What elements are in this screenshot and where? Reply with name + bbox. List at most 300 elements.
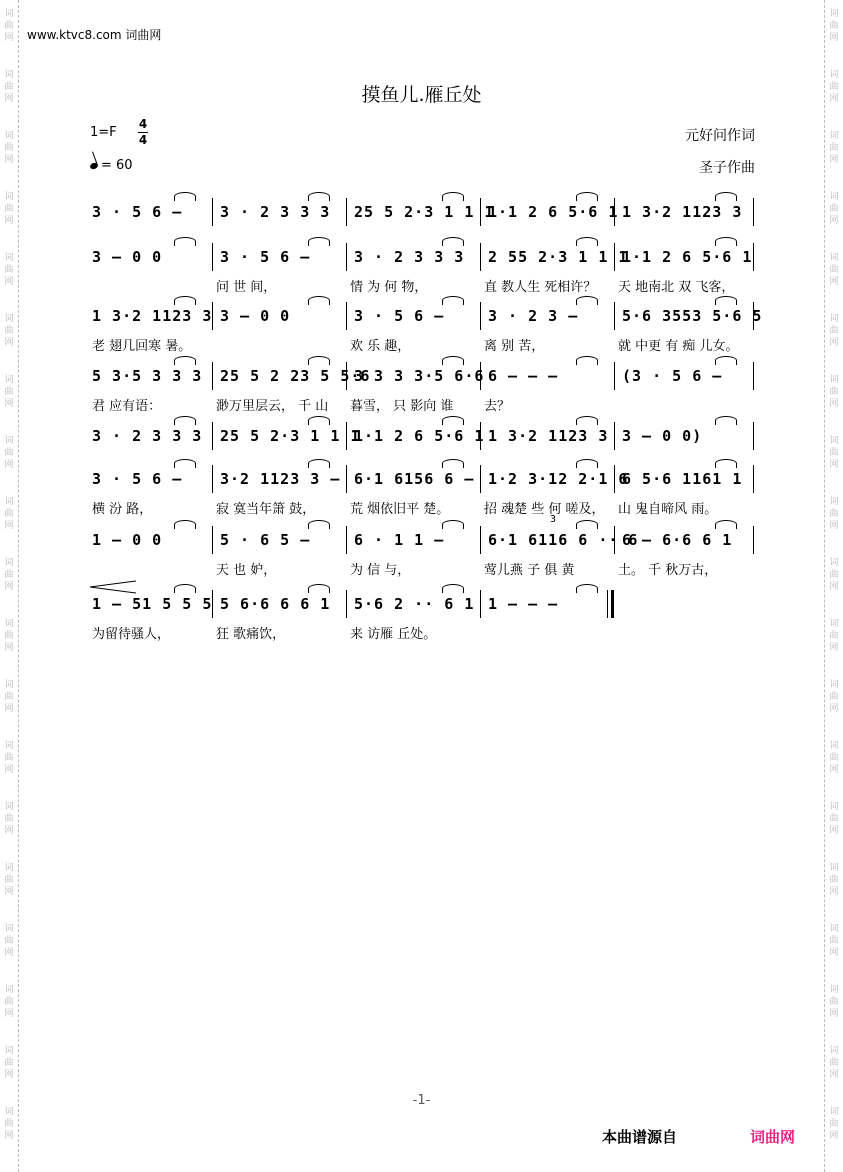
measure: 1·2 3·12 2·1 6 <box>488 470 629 488</box>
measure: 3 · 2 3 3 3 <box>354 248 465 266</box>
watermark-char: 词 <box>829 985 839 995</box>
watermark-char: 词 <box>4 619 14 629</box>
measure: 3 · 5 6 – <box>220 248 311 266</box>
watermark-char: 网 <box>829 582 839 592</box>
watermark-char: 曲 <box>4 875 14 885</box>
slur <box>442 192 464 201</box>
watermark-char: 曲 <box>4 997 14 1007</box>
watermark-char: 曲 <box>4 265 14 275</box>
watermark-char: 词 <box>829 131 839 141</box>
slur <box>576 356 598 365</box>
right-watermark-strip <box>824 0 843 1172</box>
barline <box>212 362 213 390</box>
slur <box>715 237 737 246</box>
slur <box>174 237 196 246</box>
site-url[interactable]: www.ktvc8.com 词曲网 <box>27 28 162 42</box>
watermark-char: 词 <box>4 802 14 812</box>
slur <box>715 356 737 365</box>
time-signature-bottom: 4 <box>138 133 148 147</box>
measure: 1 3·2 1123 3 <box>92 307 213 325</box>
barline <box>212 302 213 330</box>
watermark-char: 网 <box>4 277 14 287</box>
barline <box>753 243 754 271</box>
watermark-char: 词 <box>4 924 14 934</box>
watermark-glyph <box>2 252 16 288</box>
measure: 1 3·2 1123 3 <box>488 427 609 445</box>
barline <box>212 422 213 450</box>
watermark-glyph <box>827 679 841 715</box>
lyric-text: 就 中更 有 痴 儿女。 <box>618 339 739 354</box>
tempo-value: = 60 <box>101 158 133 173</box>
score-system <box>88 590 753 620</box>
watermark-glyph <box>2 618 16 654</box>
watermark-glyph <box>827 557 841 593</box>
measure: 6·1 6116 6 ·· 6 <box>488 531 639 549</box>
watermark-char: 词 <box>829 863 839 873</box>
measure: 5 3·5 3 3 3 <box>92 367 203 385</box>
watermark-char: 曲 <box>4 631 14 641</box>
watermark-char: 网 <box>829 765 839 775</box>
watermark-char: 网 <box>829 460 839 470</box>
watermark-char: 曲 <box>4 204 14 214</box>
watermark-char: 网 <box>4 338 14 348</box>
slur <box>442 237 464 246</box>
measure: 3 · 5 6 – <box>92 203 183 221</box>
watermark-char: 曲 <box>829 692 839 702</box>
lyric-text: 寂 寞当年箫 鼓， <box>216 502 316 517</box>
slur <box>174 296 196 305</box>
watermark-glyph <box>827 1106 841 1142</box>
measure: 5 · 6 5 – <box>220 531 311 549</box>
measure: 5·6 3553 5·6 5 <box>622 307 763 325</box>
watermark-char: 词 <box>4 1046 14 1056</box>
slur <box>308 356 330 365</box>
measure: 3 · 2 3 3 3 <box>92 427 203 445</box>
score-system <box>88 465 753 495</box>
watermark-char: 词 <box>4 497 14 507</box>
watermark-glyph <box>827 374 841 410</box>
slur <box>442 356 464 365</box>
measure: 5·6 2 ·· 6 1 <box>354 595 475 613</box>
watermark-char: 曲 <box>4 570 14 580</box>
watermark-glyph <box>2 862 16 898</box>
watermark-glyph <box>2 1106 16 1142</box>
measure: 5 6·6 6 6 1 <box>220 595 331 613</box>
barline <box>212 465 213 493</box>
slur <box>576 520 598 529</box>
score-system <box>88 422 753 452</box>
lyric-text: 直 教人生 死相许？ <box>484 280 597 295</box>
barline <box>480 526 481 554</box>
watermark-char: 曲 <box>829 82 839 92</box>
watermark-char: 词 <box>4 314 14 324</box>
watermark-char: 曲 <box>829 204 839 214</box>
barline <box>480 590 481 618</box>
watermark-glyph <box>2 740 16 776</box>
lyric-line <box>88 395 753 413</box>
barline <box>614 302 615 330</box>
measure: 6 – 6·6 6 1 <box>622 531 733 549</box>
watermark-glyph <box>2 923 16 959</box>
measure: 1 – – – <box>488 595 559 613</box>
watermark-char: 网 <box>829 1131 839 1141</box>
barline <box>346 198 347 226</box>
watermark-char: 词 <box>4 558 14 568</box>
watermark-char: 网 <box>4 1009 14 1019</box>
watermark-char: 网 <box>829 704 839 714</box>
slur <box>174 192 196 201</box>
watermark-char: 网 <box>829 887 839 897</box>
barline <box>753 198 754 226</box>
measure: 1 – 0 0 <box>92 531 163 549</box>
watermark-char: 曲 <box>829 21 839 31</box>
watermark-char: 网 <box>829 399 839 409</box>
watermark-char: 网 <box>829 155 839 165</box>
measure: 3 – 0 0 <box>92 248 163 266</box>
watermark-glyph <box>2 801 16 837</box>
lyric-line <box>88 276 753 294</box>
slur <box>308 520 330 529</box>
watermark-char: 曲 <box>829 1119 839 1129</box>
watermark-char: 网 <box>829 277 839 287</box>
slur <box>174 584 196 593</box>
watermark-char: 曲 <box>829 143 839 153</box>
watermark-char: 词 <box>4 9 14 19</box>
watermark-glyph <box>2 8 16 44</box>
lyric-text: 横 汾 路， <box>92 502 153 517</box>
watermark-char: 词 <box>829 680 839 690</box>
watermark-char: 曲 <box>829 265 839 275</box>
lyric-text: 来 访雁 丘处。 <box>350 627 437 642</box>
barline <box>753 465 754 493</box>
score-system <box>88 302 763 332</box>
watermark-char: 词 <box>829 558 839 568</box>
slur <box>715 416 737 425</box>
watermark-char: 网 <box>4 643 14 653</box>
measure: 1·1 2 6 5·6 1 <box>622 248 753 266</box>
measure: 3 · 5 6 – <box>92 470 183 488</box>
lyricist-credit: 元好问作词 <box>685 128 755 144</box>
watermark-char: 曲 <box>829 631 839 641</box>
watermark-char: 曲 <box>4 448 14 458</box>
watermark-char: 词 <box>829 9 839 19</box>
watermark-char: 网 <box>4 826 14 836</box>
watermark-char: 网 <box>4 887 14 897</box>
measure: 25 5 2·3 1 1 1 <box>220 427 361 445</box>
watermark-char: 网 <box>829 1070 839 1080</box>
watermark-char: 曲 <box>829 753 839 763</box>
key-signature: 1=F <box>90 125 117 140</box>
watermark-char: 网 <box>4 399 14 409</box>
watermark-char: 曲 <box>4 21 14 31</box>
watermark-char: 曲 <box>4 82 14 92</box>
watermark-char: 曲 <box>829 570 839 580</box>
watermark-char: 曲 <box>4 143 14 153</box>
lyric-text: 欢 乐 趣， <box>350 339 411 354</box>
measure: 2 55 2·3 1 1 1 <box>488 248 629 266</box>
watermark-char: 网 <box>4 1131 14 1141</box>
page-number: -1- <box>412 1093 431 1108</box>
watermark-char: 网 <box>4 460 14 470</box>
watermark-char: 词 <box>829 375 839 385</box>
measure: 3 · 2 3 3 3 <box>220 203 331 221</box>
watermark-char: 词 <box>4 863 14 873</box>
watermark-char: 曲 <box>829 936 839 946</box>
slur <box>442 584 464 593</box>
watermark-char: 网 <box>4 582 14 592</box>
watermark-glyph <box>827 923 841 959</box>
watermark-char: 网 <box>4 521 14 531</box>
measure: (3 · 5 6 – <box>622 367 723 385</box>
watermark-char: 词 <box>829 619 839 629</box>
slur <box>308 584 330 593</box>
left-watermark-strip <box>0 0 19 1172</box>
lyric-text: 老 翅几回寒 暑。 <box>92 339 192 354</box>
watermark-glyph <box>2 313 16 349</box>
slur <box>715 192 737 201</box>
barline <box>614 422 615 450</box>
watermark-char: 词 <box>4 1107 14 1117</box>
measure: 3 · 2 3 – <box>488 307 579 325</box>
lyric-text: 狂 歌痛饮， <box>216 627 286 642</box>
watermark-char: 词 <box>4 70 14 80</box>
barline <box>346 302 347 330</box>
lyric-text: 土。 千 秋万古， <box>618 563 718 578</box>
measure: 1 – 51 5 5 5 <box>92 595 213 613</box>
slur <box>308 416 330 425</box>
watermark-glyph <box>2 679 16 715</box>
watermark-char: 曲 <box>4 387 14 397</box>
score-system <box>88 198 753 228</box>
watermark-glyph <box>827 740 841 776</box>
watermark-char: 曲 <box>829 814 839 824</box>
watermark-char: 曲 <box>829 1058 839 1068</box>
watermark-char: 网 <box>4 765 14 775</box>
measure: 6 5·6 1161 1 <box>622 470 743 488</box>
time-signature <box>136 118 150 147</box>
slur <box>174 520 196 529</box>
watermark-char: 曲 <box>4 509 14 519</box>
watermark-char: 曲 <box>829 448 839 458</box>
lyric-text: 莺儿燕 子 俱 黄 <box>484 563 575 578</box>
watermark-char: 词 <box>829 741 839 751</box>
barline <box>346 243 347 271</box>
slur <box>308 296 330 305</box>
watermark-glyph <box>827 801 841 837</box>
slur <box>308 237 330 246</box>
slur <box>715 459 737 468</box>
watermark-char: 网 <box>829 216 839 226</box>
barline <box>212 526 213 554</box>
watermark-char: 网 <box>4 704 14 714</box>
watermark-char: 词 <box>829 924 839 934</box>
measure: 6 · 1 1 – <box>354 531 445 549</box>
lyric-text: 离 别 苦， <box>484 339 545 354</box>
watermark-char: 曲 <box>4 1058 14 1068</box>
barline <box>212 243 213 271</box>
watermark-glyph <box>2 1045 16 1081</box>
watermark-glyph <box>2 557 16 593</box>
watermark-char: 词 <box>4 436 14 446</box>
measure: 25 5 2 23 5 5·6 <box>220 367 371 385</box>
measure: 3 – 0 0) <box>622 427 703 445</box>
watermark-char: 曲 <box>829 509 839 519</box>
lyric-text: 为 信 与， <box>350 563 411 578</box>
watermark-glyph <box>827 496 841 532</box>
barline <box>480 302 481 330</box>
watermark-char: 曲 <box>4 692 14 702</box>
slur <box>308 459 330 468</box>
watermark-char: 曲 <box>829 997 839 1007</box>
watermark-char: 曲 <box>4 1119 14 1129</box>
measure: 1·1 2 6 5·6 1 <box>488 203 619 221</box>
lyric-line <box>88 335 753 353</box>
watermark-char: 词 <box>4 680 14 690</box>
lyric-line <box>88 559 753 577</box>
watermark-char: 词 <box>829 436 839 446</box>
score-system <box>88 362 753 392</box>
barline <box>753 362 754 390</box>
time-signature-top: 4 <box>138 117 148 131</box>
watermark-char: 网 <box>829 33 839 43</box>
watermark-glyph <box>827 435 841 471</box>
measure: 3·2 1123 3 – <box>220 470 341 488</box>
watermark-char: 词 <box>829 1107 839 1117</box>
watermark-glyph <box>827 618 841 654</box>
watermark-glyph <box>827 984 841 1020</box>
lyric-text: 山 鬼自啼风 雨。 <box>618 502 718 517</box>
slur <box>442 296 464 305</box>
watermark-char: 词 <box>829 497 839 507</box>
slur <box>442 520 464 529</box>
watermark-char: 词 <box>4 741 14 751</box>
watermark-char: 网 <box>829 826 839 836</box>
watermark-glyph <box>827 313 841 349</box>
lyric-text: 天 地南北 双 飞客， <box>618 280 735 295</box>
watermark-glyph <box>2 191 16 227</box>
watermark-char: 词 <box>829 70 839 80</box>
slur <box>715 296 737 305</box>
triplet-mark: 3 <box>550 514 557 525</box>
watermark-char: 网 <box>4 155 14 165</box>
watermark-char: 词 <box>829 192 839 202</box>
watermark-char: 网 <box>829 94 839 104</box>
slur <box>174 459 196 468</box>
slur <box>576 459 598 468</box>
measure: 3 · 5 6 – <box>354 307 445 325</box>
slur <box>576 237 598 246</box>
slur <box>576 296 598 305</box>
watermark-char: 曲 <box>829 387 839 397</box>
score-system <box>88 514 753 556</box>
barline <box>346 465 347 493</box>
barline <box>480 465 481 493</box>
measure: 3 – 0 0 <box>220 307 291 325</box>
watermark-char: 曲 <box>4 753 14 763</box>
slur <box>174 356 196 365</box>
lyric-text: 招 魂楚 些 何 嗟及， <box>484 502 605 517</box>
watermark-glyph <box>2 496 16 532</box>
measure: 3 3 3 3·5 6·6 <box>354 367 485 385</box>
watermark-glyph <box>827 8 841 44</box>
barline <box>212 198 213 226</box>
watermark-glyph <box>827 1045 841 1081</box>
watermark-char: 词 <box>4 131 14 141</box>
watermark-char: 网 <box>4 948 14 958</box>
watermark-char: 网 <box>4 216 14 226</box>
lyric-text: 渺万里层云， 千 山 <box>216 399 329 414</box>
barline <box>753 526 754 554</box>
watermark-char: 词 <box>4 375 14 385</box>
measure: 1 3·2 1123 3 <box>622 203 743 221</box>
watermark-char: 网 <box>829 521 839 531</box>
slur <box>442 459 464 468</box>
watermark-char: 词 <box>829 1046 839 1056</box>
watermark-char: 词 <box>829 253 839 263</box>
watermark-glyph <box>2 374 16 410</box>
watermark-char: 曲 <box>4 326 14 336</box>
watermark-char: 网 <box>4 33 14 43</box>
slur <box>174 416 196 425</box>
barline <box>614 362 615 390</box>
measure: 1·1 2 6 5·6 1 <box>354 427 485 445</box>
barline <box>346 590 347 618</box>
measure: 25 5 2·3 1 1 1 <box>354 203 495 221</box>
footer-brand-link[interactable]: 词曲网 <box>750 1128 796 1146</box>
lyric-text: 情 为 何 物， <box>350 280 428 295</box>
watermark-char: 曲 <box>829 326 839 336</box>
lyric-line <box>88 623 753 641</box>
slur <box>576 584 598 593</box>
lyric-text: 为留待骚人， <box>92 627 171 642</box>
barline <box>346 526 347 554</box>
watermark-glyph <box>827 191 841 227</box>
lyric-text: 荒 烟依旧平 楚。 <box>350 502 450 517</box>
footer-source-label: 本曲谱源自 <box>602 1128 678 1146</box>
slur <box>576 416 598 425</box>
watermark-char: 曲 <box>4 936 14 946</box>
watermark-char: 词 <box>4 192 14 202</box>
quarter-note-icon <box>89 162 99 170</box>
watermark-glyph <box>827 130 841 166</box>
watermark-char: 网 <box>4 1070 14 1080</box>
watermark-char: 网 <box>4 94 14 104</box>
watermark-char: 网 <box>829 338 839 348</box>
crescendo-hairpin <box>88 580 138 594</box>
watermark-char: 词 <box>829 802 839 812</box>
watermark-char: 曲 <box>4 814 14 824</box>
watermark-glyph <box>2 984 16 1020</box>
watermark-glyph <box>2 130 16 166</box>
watermark-char: 词 <box>829 314 839 324</box>
composer-credit: 圣子作曲 <box>699 160 755 176</box>
watermark-char: 词 <box>4 985 14 995</box>
score-system <box>88 243 753 273</box>
barline <box>212 590 213 618</box>
watermark-char: 网 <box>829 948 839 958</box>
song-title: 摸鱼儿.雁丘处 <box>361 84 482 106</box>
barline <box>480 243 481 271</box>
watermark-char: 曲 <box>829 875 839 885</box>
lyric-text: 问 世 间， <box>216 280 277 295</box>
slur <box>442 416 464 425</box>
watermark-char: 词 <box>4 253 14 263</box>
lyric-text: 暮雪， 只 影向 谁 <box>350 399 454 414</box>
lyric-text: 君 应有语： <box>92 399 162 414</box>
watermark-glyph <box>827 252 841 288</box>
tempo-marking <box>90 158 133 173</box>
measure: 6 – – – <box>488 367 559 385</box>
